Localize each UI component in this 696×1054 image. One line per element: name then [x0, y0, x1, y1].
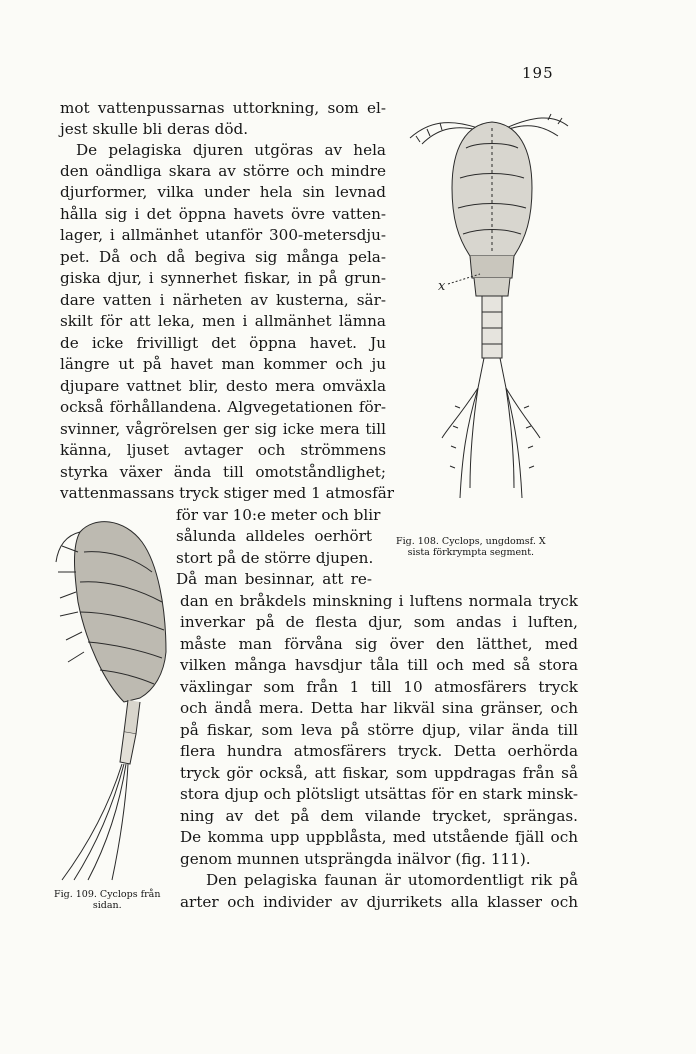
text-line: skilt för att leka, men i allmänhet lämna: [60, 312, 386, 330]
text-line: de icke frivilligt det öppna havet. Ju: [60, 334, 386, 352]
figure-108-caption: [396, 536, 546, 558]
text-line: arter och individer av djurrikets alla klasser och: [180, 893, 578, 911]
text-line: Då man besinnar, att re-: [176, 570, 372, 588]
figure-108-marker: x: [438, 279, 446, 294]
text-line: jest skulle bli deras död.: [60, 120, 249, 138]
text-line: De pelagiska djuren utgöras av hela: [76, 141, 386, 159]
text-line: tryck gör också, att fiskar, som uppdragas från så: [180, 764, 578, 782]
text-line: dare vatten i närheten av kusterna, sär-: [60, 291, 386, 309]
text-line: djupare vattnet blir, desto mera omväxla: [60, 377, 386, 395]
text-line: och ändå mera. Detta har likväl sina gränser, och: [180, 699, 578, 717]
figure-108-caption-line2: sista förkrympta segment.: [407, 547, 535, 558]
text-line: pet. Då och då begiva sig många pela-: [60, 248, 386, 266]
figure-108-caption-line1: Fig. 108. Cyclops, ungdomsf. X: [396, 536, 546, 547]
text-line: vilken många havsdjur tåla till och med så stora: [180, 656, 578, 674]
text-line: flera hundra atmosfärers tryck. Detta oerhörda: [180, 742, 578, 760]
figure-109-caption: [54, 889, 160, 911]
text-line: stora djup och plötsligt utsättas för en stark minsk-: [180, 785, 578, 803]
figure-109-caption-line1: Fig. 109. Cyclops från: [54, 889, 161, 900]
cyclops-side-illustration: [54, 512, 176, 882]
figure-109-cyclops-side: [54, 512, 176, 882]
text-line: måste man förvåna sig över den lätthet, med: [180, 635, 578, 653]
text-line: längre ut på havet man kommer och ju: [60, 355, 386, 373]
text-line: ning av det på dem vilande trycket, sprängas.: [180, 807, 578, 825]
figure-108-cyclops-dorsal: [408, 108, 578, 528]
text-line: svinner, vågrörelsen ger sig icke mera till: [60, 420, 386, 438]
text-line: sålunda alldeles oerhört: [176, 527, 372, 545]
text-line: för var 10:e meter och blir: [176, 506, 381, 524]
text-line: genom munnen utsprängda inälvor (fig. 111).: [180, 850, 531, 868]
text-line: lager, i allmänhet utanför 300-metersdju-: [60, 226, 386, 244]
text-line: växlingar som från 1 till 10 atmosfärers tryck: [180, 678, 578, 696]
figure-109-caption-line2: sidan.: [92, 900, 122, 911]
text-line: den oändliga skara av större och mindre: [60, 162, 386, 180]
page-number: 195: [522, 64, 554, 82]
text-line: De komma upp uppblåsta, med utstående fjäll och: [180, 828, 578, 846]
text-line: vattenmassans tryck stiger med 1 atmosfär: [60, 484, 395, 502]
text-line: Den pelagiska faunan är utomordentligt rik på: [206, 871, 578, 889]
text-line: styrka växer ända till omotståndlighet;: [60, 463, 386, 481]
text-line: också förhållandena. Algvegetationen för-: [60, 398, 386, 416]
text-line: mot vattenpussarnas uttorkning, som el-: [60, 99, 386, 117]
text-line: stort på de större djupen.: [176, 549, 374, 567]
text-line: djurformer, vilka under hela sin levnad: [60, 183, 386, 201]
text-line: känna, ljuset avtager och strömmens: [60, 441, 386, 459]
text-line: hålla sig i det öppna havets övre vatten-: [60, 205, 386, 223]
text-line: på fiskar, som leva på större djup, vilar ända till: [180, 721, 578, 739]
text-line: giska djur, i synnerhet fiskar, in på grun-: [60, 269, 386, 287]
text-line: inverkar på de flesta djur, som andas i luften,: [180, 613, 578, 631]
text-line: dan en bråkdels minskning i luftens normala tryck: [180, 592, 578, 610]
cyclops-dorsal-illustration: [408, 108, 578, 528]
